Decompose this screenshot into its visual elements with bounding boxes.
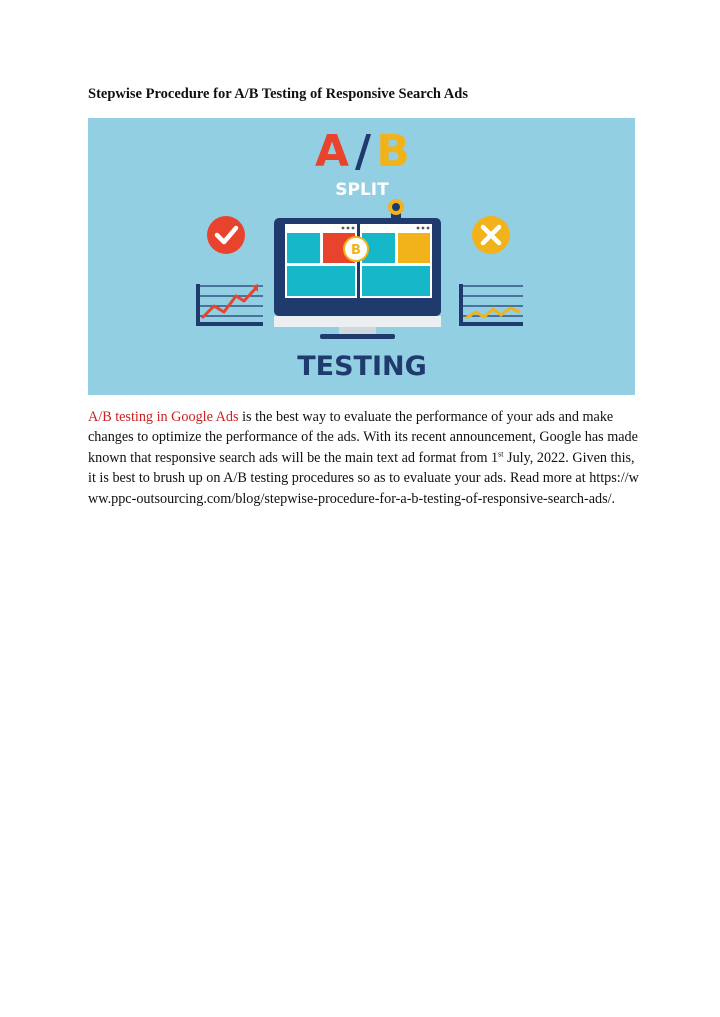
left-chart-icon <box>196 284 263 326</box>
hero-image <box>88 118 635 395</box>
letter-b: B <box>376 126 410 177</box>
close-icon <box>472 216 510 254</box>
slash: / <box>354 126 372 177</box>
google-ads-link[interactable]: A/B testing in Google Ads <box>88 409 239 425</box>
ab-testing-illustration <box>88 118 635 395</box>
b-badge-label: B <box>351 243 361 258</box>
check-icon <box>207 216 245 254</box>
testing-label: TESTING <box>297 351 427 382</box>
b-badge <box>344 237 368 261</box>
source-url[interactable]: https://www.ppc-outsourcing.com/blog/stepwise-procedure-for-a-b-testing-of-responsive-search-ads/. <box>88 470 639 507</box>
document-title: Stepwise Procedure for A/B Testing of Responsive Search Ads <box>88 86 468 102</box>
paragraph-text-2: July, 2022. Given this, it is best to brush up on A/B testing procedures so as to evaluate your ads. Read more at <box>88 449 635 487</box>
letter-a: A <box>314 126 350 177</box>
paragraph-text-1: is the best way to evaluate the performance of your ads and make changes to optimize the performance of the ads. With its recent announcement, Google has made known that responsive search ads will be the main text ad format from 1 <box>88 409 638 466</box>
split-label: SPLIT <box>335 180 389 200</box>
body-paragraph <box>88 407 640 509</box>
ordinal-suffix: st <box>498 449 504 459</box>
